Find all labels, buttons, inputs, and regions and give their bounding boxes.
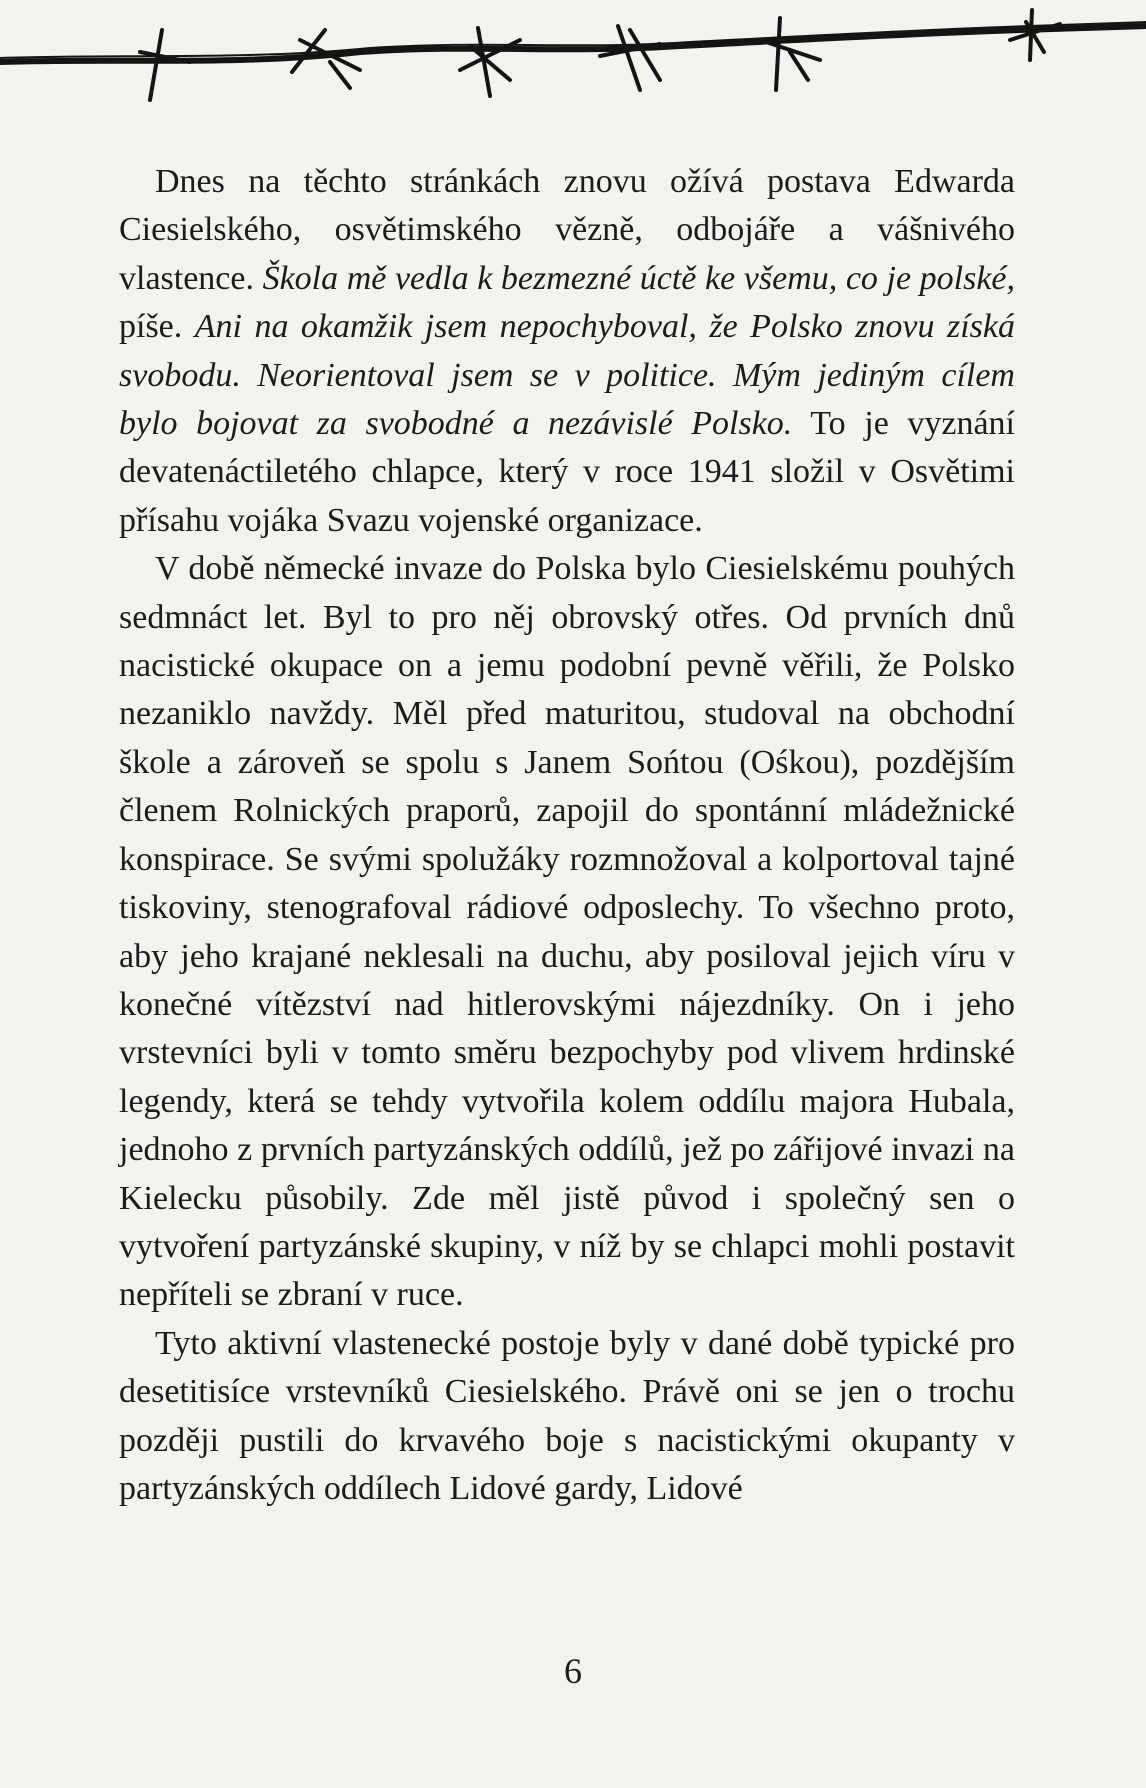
italic-quote: Škola mě vedla k bezmezné úctě ke všemu, co je polské, — [262, 259, 1015, 297]
page-number: 6 — [564, 1651, 582, 1691]
text-run: Tyto aktivní vlastenecké postoje byly v dané době typické pro desetitisíce vrstevníků Ciesielského. Právě oni se jen o trochu později pustili do krvavého boje s nacistickými okupanty v partyzánských oddílech Lidové gardy, Lidové — [119, 1324, 1015, 1507]
body-text — [119, 158, 1015, 1513]
text-run: píše. — [119, 308, 195, 346]
italic-quote: Ani na okamžik jsem nepochyboval, že Polsko znovu získá svobodu. Neorientoval jsem se v politice. Mým jediným cílem bylo bojovat za svobodné a nezávislé Polsko. — [119, 308, 1015, 443]
text-run: V době německé invaze do Polska bylo Ciesielskému pouhých sedmnáct let. Byl to pro něj obrovský otřes. Od prvních dnů nacistické okupace on a jemu podobní pevně věřili, že Polsko nezaniklo navždy. Měl před maturitou, studoval na obchodní škole a zároveň se spolu s Janem Sońtou (Ośkou), pozdějším členem Rolnických praporů, zapojil do spontánní mládežnické konspirace. Se svými spolužáky rozmnožoval a kolportoval tajné tiskoviny, stenografoval rádiové odposlechy. To všechno proto, aby jeho krajané neklesali na duchu, aby posiloval jejich víru v konečné vítězství nad hitlerovskými nájezdníky. On i jeho vrstevníci byli v tomto směru bezpochyby pod vlivem hrdinské legendy, která se tehdy vytvořila kolem oddílu majora Hubala, jednoho z prvních partyzánských oddílů, jež po zářijové invazi na Kielecku působily. Zde měl jistě původ i společný sen o vytvoření partyzánské skupiny, v níž by se chlapci mohli postavit nepříteli se zbraní v ruce. — [119, 550, 1015, 1314]
paragraph — [119, 545, 1015, 1320]
paragraph — [119, 1320, 1015, 1514]
text-run: Dnes na těchto stránkách znovu ožívá postava Edwarda Ciesielského, osvětimského vězně, odbojáře a vášnivého vlastence. — [119, 163, 1015, 297]
text-run: To je vyznání devatenáctiletého chlapce, který v roce 1941 složil v Osvětimi přísahu vojáka Svazu vojenské organizace. — [119, 405, 1015, 539]
paragraph — [119, 158, 1015, 545]
barbed-wire-decoration — [0, 0, 1146, 110]
